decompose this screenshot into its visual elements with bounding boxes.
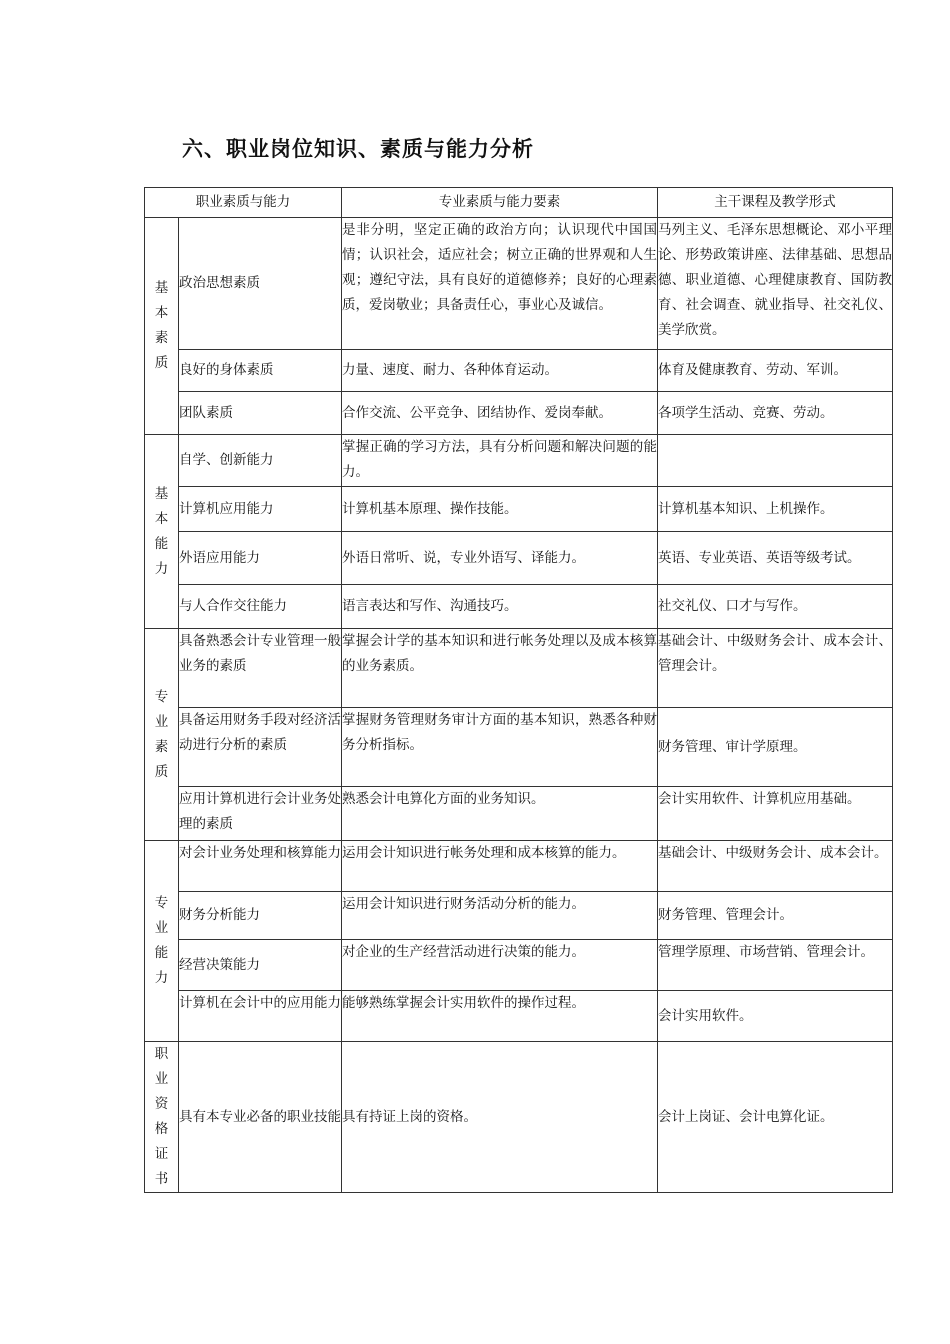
row-item: 外语应用能力 — [179, 532, 342, 585]
table-row — [145, 487, 893, 532]
row-requirement: 力量、速度、耐力、各种体育运动。 — [342, 350, 658, 392]
row-item: 具有本专业必备的职业技能 — [179, 1042, 342, 1193]
row-item: 自学、创新能力 — [179, 435, 342, 487]
row-course: 社交礼仪、口才与写作。 — [658, 585, 893, 629]
row-course: 基础会计、中级财务会计、成本会计。 — [658, 841, 893, 892]
table-row — [145, 629, 893, 708]
header-requirements: 专业素质与能力要素 — [342, 188, 658, 218]
row-requirement: 具有持证上岗的资格。 — [342, 1042, 658, 1193]
row-course: 会计实用软件。 — [658, 991, 893, 1042]
row-requirement: 是非分明，坚定正确的政治方向；认识现代中国国情；认识社会，适应社会；树立正确的世界观和人生观；遵纪守法，具有良好的道德修养；良好的心理素质，爱岗敬业；具备责任心，事业心及诚信。 — [342, 218, 658, 350]
page-title: 六、职业岗位知识、素质与能力分析 — [182, 137, 534, 161]
table-row — [145, 585, 893, 629]
category-qualification-certificate: 职 业 资 格 证 书 — [145, 1042, 179, 1193]
row-course: 各项学生活动、竞赛、劳动。 — [658, 392, 893, 435]
header-courses: 主干课程及教学形式 — [658, 188, 893, 218]
table-header-row — [145, 188, 893, 218]
row-item: 团队素质 — [179, 392, 342, 435]
row-item: 与人合作交往能力 — [179, 585, 342, 629]
row-requirement: 掌握会计学的基本知识和进行帐务处理以及成本核算的业务素质。 — [342, 629, 658, 708]
row-course: 英语、专业英语、英语等级考试。 — [658, 532, 893, 585]
row-course: 马列主义、毛泽东思想概论、邓小平理论、形势政策讲座、法律基础、思想品德、职业道德、心理健康教育、国防教育、社会调查、就业指导、社交礼仪、美学欣赏。 — [658, 218, 893, 350]
table-row — [145, 991, 893, 1042]
row-item: 应用计算机进行会计业务处理的素质 — [179, 787, 342, 841]
row-requirement: 计算机基本原理、操作技能。 — [342, 487, 658, 532]
row-requirement: 运用会计知识进行帐务处理和成本核算的能力。 — [342, 841, 658, 892]
table-row — [145, 892, 893, 940]
row-requirement: 合作交流、公平竞争、团结协作、爱岗奉献。 — [342, 392, 658, 435]
table-row — [145, 787, 893, 841]
row-requirement: 对企业的生产经营活动进行决策的能力。 — [342, 940, 658, 991]
table-row — [145, 1042, 893, 1193]
table-row — [145, 218, 893, 350]
row-item: 计算机应用能力 — [179, 487, 342, 532]
row-item: 计算机在会计中的应用能力 — [179, 991, 342, 1042]
category-basic-quality: 基 本 素 质 — [145, 218, 179, 435]
table-row — [145, 435, 893, 487]
table-row — [145, 940, 893, 991]
row-requirement: 能够熟练掌握会计实用软件的操作过程。 — [342, 991, 658, 1042]
row-item: 财务分析能力 — [179, 892, 342, 940]
category-professional-quality: 专 业 素 质 — [145, 629, 179, 841]
row-item: 经营决策能力 — [179, 940, 342, 991]
row-requirement: 语言表达和写作、沟通技巧。 — [342, 585, 658, 629]
header-competency: 职业素质与能力 — [145, 188, 342, 218]
row-course: 基础会计、中级财务会计、成本会计、管理会计。 — [658, 629, 893, 708]
row-course — [658, 435, 893, 487]
table-row — [145, 532, 893, 585]
table-row — [145, 708, 893, 787]
row-item: 具备运用财务手段对经济活动进行分析的素质 — [179, 708, 342, 787]
category-professional-ability: 专 业 能 力 — [145, 841, 179, 1042]
category-basic-ability: 基 本 能 力 — [145, 435, 179, 629]
row-course: 会计上岗证、会计电算化证。 — [658, 1042, 893, 1193]
row-requirement: 掌握正确的学习方法，具有分析问题和解决问题的能力。 — [342, 435, 658, 487]
row-item: 政治思想素质 — [179, 218, 342, 350]
competency-table — [144, 187, 893, 1193]
row-requirement: 掌握财务管理财务审计方面的基本知识，熟悉各种财务分析指标。 — [342, 708, 658, 787]
row-course: 管理学原理、市场营销、管理会计。 — [658, 940, 893, 991]
row-item: 对会计业务处理和核算能力 — [179, 841, 342, 892]
row-item: 具备熟悉会计专业管理一般业务的素质 — [179, 629, 342, 708]
row-course: 体育及健康教育、劳动、军训。 — [658, 350, 893, 392]
row-item: 良好的身体素质 — [179, 350, 342, 392]
row-requirement: 外语日常听、说，专业外语写、译能力。 — [342, 532, 658, 585]
row-requirement: 运用会计知识进行财务活动分析的能力。 — [342, 892, 658, 940]
row-course: 财务管理、管理会计。 — [658, 892, 893, 940]
row-requirement: 熟悉会计电算化方面的业务知识。 — [342, 787, 658, 841]
row-course: 计算机基本知识、上机操作。 — [658, 487, 893, 532]
table-row — [145, 841, 893, 892]
table-row — [145, 350, 893, 392]
row-course: 财务管理、审计学原理。 — [658, 708, 893, 787]
table-row — [145, 392, 893, 435]
row-course: 会计实用软件、计算机应用基础。 — [658, 787, 893, 841]
